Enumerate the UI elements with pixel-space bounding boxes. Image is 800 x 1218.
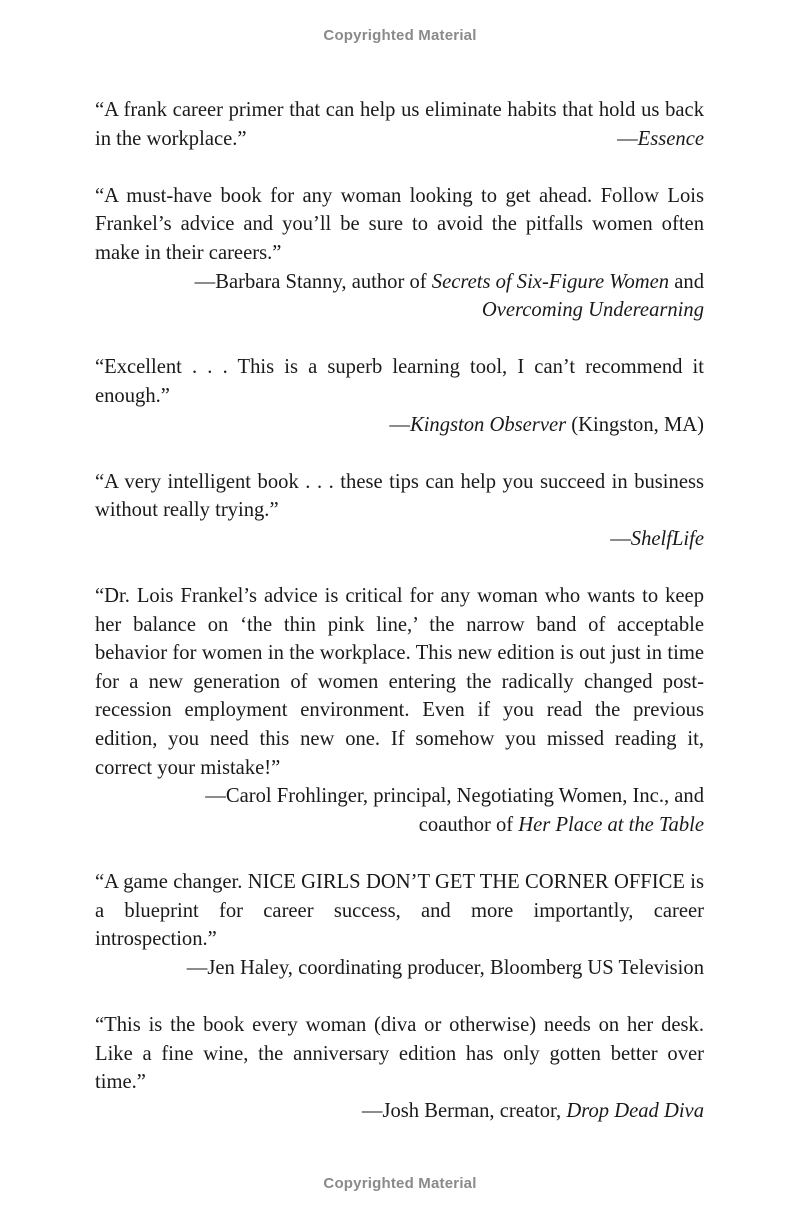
blurb-quote: “A game changer. NICE GIRLS DON’T GET THE CORNER OFFICE is a blueprint for career success, and more importantly, career introspection.” xyxy=(95,871,704,951)
attribution-source: ShelfLife xyxy=(630,527,704,550)
blurb-quote: “Excellent . . . This is a superb learning tool, I can’t recommend it enough.” xyxy=(95,356,704,407)
blurb-attribution xyxy=(95,525,704,554)
attribution-author: —Barbara Stanny, author of xyxy=(194,270,432,293)
blurb-jen-haley xyxy=(95,868,704,982)
blurb-attribution xyxy=(617,125,704,154)
blurb-attribution xyxy=(95,411,704,440)
attribution-dash: — xyxy=(389,413,410,436)
copyright-watermark-top: Copyrighted Material xyxy=(323,27,477,44)
quote-text: “A frank career primer that can help us eliminate habits that hold us back in the workplace.” xyxy=(95,99,704,150)
attribution-line-2 xyxy=(95,811,704,840)
attribution-line-2 xyxy=(95,296,704,325)
blurb-quote: “A very intelligent book . . . these tips can help you succeed in business without really trying.” xyxy=(95,470,704,522)
attribution-and: and xyxy=(669,270,704,293)
attribution-dash: — xyxy=(617,127,638,150)
blurb-quote xyxy=(95,96,704,153)
attribution-line-1: —Carol Frohlinger, principal, Negotiating Women, Inc., and xyxy=(205,785,704,808)
blurb-attribution xyxy=(95,268,704,325)
attribution-author: —Josh Berman, creator, xyxy=(361,1099,567,1122)
blurb-attribution xyxy=(95,782,704,839)
endorsements-page xyxy=(95,96,704,1154)
blurb-essence xyxy=(95,96,704,153)
copyright-watermark-bottom: Copyrighted Material xyxy=(323,1175,477,1192)
attribution-coauthor: coauthor of xyxy=(418,813,519,836)
attribution-place: (Kingston, MA) xyxy=(566,413,704,436)
blurb-carol-frohlinger xyxy=(95,582,704,839)
blurb-josh-berman xyxy=(95,1011,704,1125)
attribution-book-1: Secrets of Six-Figure Women xyxy=(431,270,670,293)
blurb-barbara-stanny xyxy=(95,182,704,325)
attribution-book: Her Place at the Table xyxy=(518,813,704,836)
blurb-attribution xyxy=(95,1097,704,1126)
blurb-kingston-observer xyxy=(95,353,704,439)
attribution-book-2: Overcoming Underearning xyxy=(481,299,704,322)
blurb-attribution: —Jen Haley, coordinating producer, Bloomberg US Television xyxy=(186,956,704,979)
blurb-quote: “A must-have book for any woman looking to get ahead. Follow Lois Frankel’s advice and you’ll be sure to avoid the pitfalls women often make in their careers.” xyxy=(95,184,704,264)
blurb-shelflife xyxy=(95,468,704,554)
blurb-quote: “Dr. Lois Frankel’s advice is critical for any woman who wants to keep her balance on ‘the thin pink line,’ the narrow band of acceptable behavior for women in the workplace. This new edition is out just in time for a new generation of women entering the radically changed post-recession employment environment. Even if you read the previous edition, you need this new one. If somehow you missed reading it, correct your mistake!” xyxy=(95,585,704,779)
attribution-source: Kingston Observer xyxy=(409,413,567,436)
attribution-line-1 xyxy=(95,268,704,297)
attribution-show: Drop Dead Diva xyxy=(566,1099,704,1122)
attribution-dash: — xyxy=(610,527,631,550)
attribution-source: Essence xyxy=(637,127,704,150)
blurb-quote: “This is the book every woman (diva or otherwise) needs on her desk. Like a fine wine, the anniversary edition has only gotten better over time.” xyxy=(95,1014,704,1094)
